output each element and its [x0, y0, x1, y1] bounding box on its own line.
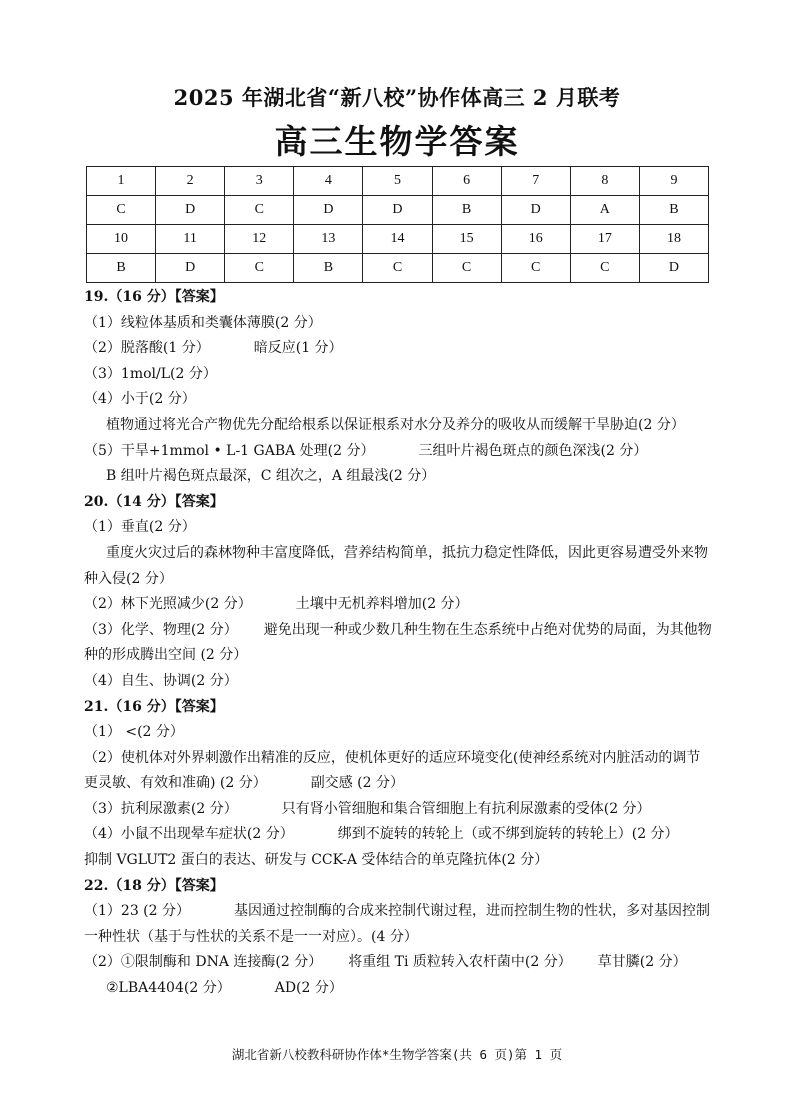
q19-part1: （1）线粒体基质和类囊体薄膜(2 分） — [84, 314, 322, 331]
table-cell: 13 — [294, 225, 363, 254]
q22-part2-answer-d: ②LBA4404(2 分） — [106, 980, 231, 997]
q19-part5 — [84, 439, 714, 465]
q20-part4: （4）自生、协调(2 分） — [84, 672, 238, 689]
q20-part3-answer-a: （3）化学、物理(2 分） — [84, 621, 238, 638]
answer-key-title: 高三生物学答案 — [274, 122, 520, 161]
table-cell: 10 — [87, 225, 156, 254]
q21-part1: （1） <(2 分） — [84, 724, 184, 741]
table-cell: A — [570, 196, 639, 225]
table-cell: B — [432, 196, 501, 225]
table-cell: 3 — [225, 167, 294, 196]
table-cell: C — [87, 196, 156, 225]
q21-part3-answer-a: （3）抗利尿激素(2 分） — [84, 800, 238, 817]
table-cell: 9 — [639, 167, 708, 196]
table-cell: 16 — [501, 225, 570, 254]
table-row — [87, 167, 709, 196]
q20-heading: 20.（14 分）【答案】 — [84, 493, 224, 510]
q21-part4-answer-a: （4）小鼠不出现晕车症状(2 分） — [84, 826, 294, 843]
table-cell: 7 — [501, 167, 570, 196]
q19-part3: （3）1mol/L(2 分） — [84, 365, 217, 382]
q21-part4-detail: 抑制 VGLUT2 蛋白的表达、研发与 CCK-A 受体结合的单克隆抗体(2 分） — [84, 852, 549, 869]
table-cell: 6 — [432, 167, 501, 196]
table-cell: C — [570, 254, 639, 283]
choice-answer-table — [86, 166, 709, 283]
table-cell: D — [156, 196, 225, 225]
q19-part2-answer-b: 暗反应(1 分） — [253, 340, 343, 357]
table-cell: D — [363, 196, 432, 225]
table-row — [87, 225, 709, 254]
table-cell: D — [294, 196, 363, 225]
q22-part2 — [84, 950, 714, 976]
table-cell: B — [87, 254, 156, 283]
page-footer: 湖北省新八校教科研协作体*生物学答案(共 6 页)第 1 页 — [231, 1047, 563, 1062]
q19-part5-answer-b: 三组叶片褐色斑点的颜色深浅(2 分） — [418, 442, 648, 459]
q20-part3 — [84, 618, 714, 669]
q21-part4 — [84, 822, 714, 848]
q22-part2-answer-a: （2）①限制酶和 DNA 连接酶(2 分） — [84, 954, 323, 971]
q21-part2 — [84, 746, 714, 797]
q19-part4: （4）小于(2 分） — [84, 391, 196, 408]
q21-part4-answer-b: 绑到不旋转的转轮上（或不绑到旋转的转轮上）(2 分） — [337, 826, 679, 843]
exam-title: 2025 年湖北省“新八校”协作体高三 2 月联考 — [173, 85, 621, 110]
q19-part2-answer-a: （2）脱落酸(1 分） — [84, 340, 210, 357]
q19-part5-detail: B 组叶片褐色斑点最深，C 组次之，A 组最浅(2 分） — [106, 468, 436, 485]
table-cell: D — [501, 196, 570, 225]
table-cell: B — [294, 254, 363, 283]
table-cell: 18 — [639, 225, 708, 254]
table-cell: C — [432, 254, 501, 283]
table-cell: 17 — [570, 225, 639, 254]
q21-part2-answer-b: 副交感 (2 分） — [310, 775, 405, 792]
q20-part1: （1）垂直(2 分） — [84, 519, 196, 536]
q22-part1-answer-b: 基因通过控制酶的合成来控制代谢过程，进而控制生物的性状，多对基因控制一种性状（基于与性状的关系不是一一对应）。(4 分） — [84, 903, 710, 945]
table-row — [87, 196, 709, 225]
table-cell: D — [156, 254, 225, 283]
table-cell: 2 — [156, 167, 225, 196]
q19-heading: 19.（16 分）【答案】 — [84, 289, 224, 305]
table-cell: 1 — [87, 167, 156, 196]
table-cell: 15 — [432, 225, 501, 254]
table-cell: B — [639, 196, 708, 225]
q22-heading: 22.（18 分）【答案】 — [84, 877, 224, 894]
q20-part2-answer-a: （2）林下光照减少(2 分） — [84, 596, 252, 613]
q22-part1 — [84, 899, 714, 950]
q22-part2-sub — [84, 976, 714, 1002]
table-cell: 12 — [225, 225, 294, 254]
q22-part1-answer-a: （1）23 (2 分） — [84, 903, 190, 920]
q20-part1-detail: 重度火灾过后的森林物种丰富度降低，营养结构简单，抵抗力稳定性降低，因此更容易遭受外来物种入侵(2 分） — [84, 544, 708, 587]
table-row — [87, 254, 709, 283]
q21-part2-answer-a: （2）使机体对外界刺激作出精准的反应，使机体更好的适应环境变化(使神经系统对内脏活动的调节更灵敏、有效和准确) (2 分） — [84, 749, 701, 792]
q21-part3 — [84, 797, 714, 823]
answer-content — [84, 285, 714, 1002]
q22-part2-answer-b: 将重组 Ti 质粒转入农杆菌中(2 分） — [348, 954, 572, 971]
q19-part5-answer-a: （5）干旱+1mmol • L-1 GABA 处理(2 分） — [84, 442, 375, 459]
q21-part3-answer-b: 只有肾小管细胞和集合管细胞上有抗利尿激素的受体(2 分） — [281, 800, 651, 817]
q21-heading: 21.（16 分）【答案】 — [84, 698, 224, 715]
q19-part4-detail: 植物通过将光合产物优先分配给根系以保证根系对水分及养分的吸收从而缓解干旱胁迫(2 分） — [106, 416, 685, 433]
table-cell: C — [363, 254, 432, 283]
table-cell: C — [225, 254, 294, 283]
table-cell: D — [639, 254, 708, 283]
table-cell: C — [501, 254, 570, 283]
q20-part3-answer-b: 避免出现一种或少数几种生物在生态系统中占绝对优势的局面，为其他物种的形成腾出空间 (2 分） — [84, 621, 712, 664]
table-cell: 11 — [156, 225, 225, 254]
table-cell: 8 — [570, 167, 639, 196]
table-cell: 14 — [363, 225, 432, 254]
q22-part2-answer-c: 草甘膦(2 分） — [597, 954, 687, 971]
q22-part2-answer-e: AD(2 分） — [274, 980, 343, 997]
q19-part2 — [84, 336, 714, 362]
table-cell: C — [225, 196, 294, 225]
q20-part2 — [84, 592, 714, 618]
table-cell: 4 — [294, 167, 363, 196]
q20-part2-answer-b: 土壤中无机养料增加(2 分） — [295, 596, 469, 613]
table-cell: 5 — [363, 167, 432, 196]
